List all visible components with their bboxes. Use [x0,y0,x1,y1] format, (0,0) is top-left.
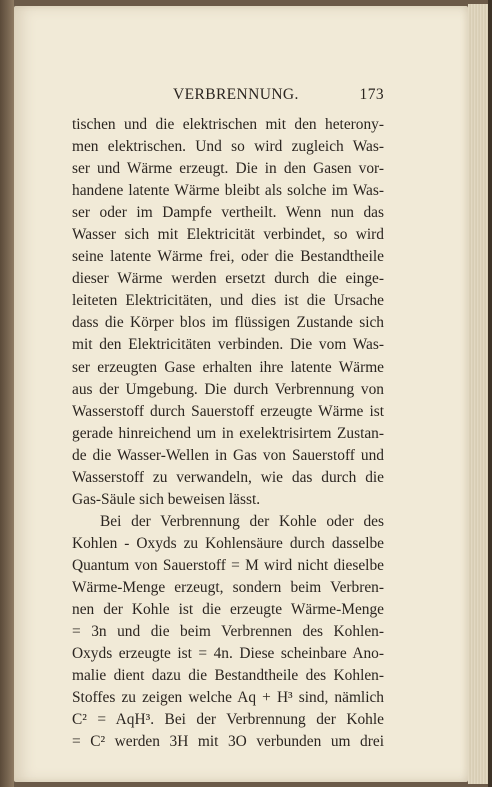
text-line: Wasserstoff zu verwandeln, wie das durch die [72,468,384,486]
text-line: Oxyds erzeugte ist = 4n. Diese scheinbare Ano- [72,645,384,663]
text-line: dieser Wärme werden ersetzt durch die einge- [72,270,384,288]
text-line: Wasserstoff durch Sauerstoff erzeugte Wärme ist [72,402,384,420]
body-text [72,114,384,753]
text-line: Stoffes zu zeigen welche Aq + H³ sind, nämlich [72,689,384,707]
paragraph-1 [72,114,384,511]
text-line: aus der Umgebung. Die durch Verbrennung von [72,380,384,398]
text-line: Quantum von Sauerstoff = M wird nicht dieselbe [72,556,384,574]
text-line: ser oder im Dampfe vertheilt. Wenn nun das [72,204,384,222]
text-line: Wasser sich mit Elektricität verbindet, so wird [72,226,384,244]
text-line: Wärme-Menge erzeugt, sondern beim Verbren- [72,578,384,596]
text-line: ser erzeugten Gase erhalten ihre latente Wärme [72,358,384,376]
text-line: C² = AqH³. Bei der Verbrennung der Kohle [72,711,384,729]
text-line: Kohlen - Oxyds zu Kohlensäure durch dasselbe [72,534,384,552]
book-cover-edge [488,0,492,787]
running-head: VERBRENNUNG. [173,86,299,103]
text-line: men elektrischen. Und so wird zugleich Was- [72,138,384,156]
text-line: ser und Wärme erzeugt. Die in den Gasen vor- [72,160,384,178]
text-line: dass die Körper blos im flüssigen Zustande sich [72,314,384,332]
text-line: gerade hinreichend um in exelektrisirtem Zustan- [72,424,384,442]
page-number: 173 [359,86,384,103]
text-line: tischen und die elektrischen mit den heterony- [72,116,384,133]
text-line: Bei der Verbrennung der Kohle oder des [100,512,384,530]
text-line: = 3n und die beim Verbrennen des Kohlen- [72,623,384,641]
text-line: Gas-Säule sich beweisen lässt. [72,490,261,508]
text-line: nen der Kohle ist die erzeugte Wärme-Menge [72,601,384,619]
book-spine [0,0,14,787]
text-line: de die Wasser-Wellen in Gas von Sauerstoff und [72,446,384,464]
text-line: leiteten Elektricitäten, und dies ist die Ursache [72,292,384,310]
text-line: seine latente Wärme frei, oder die Bestandtheile [72,248,384,266]
text-line: malie dient dazu die Bestandtheile des Kohlen- [72,667,384,685]
text-line: = C² werden 3H mit 3O verbunden um drei [72,733,384,751]
paragraph-2 [72,511,384,754]
text-line: handene latente Wärme bleibt als solche im Was- [72,182,384,200]
text-line: mit den Elektricitäten verbinden. Die vom Was- [72,336,384,354]
page-edges [468,4,490,784]
page-header [60,86,384,106]
